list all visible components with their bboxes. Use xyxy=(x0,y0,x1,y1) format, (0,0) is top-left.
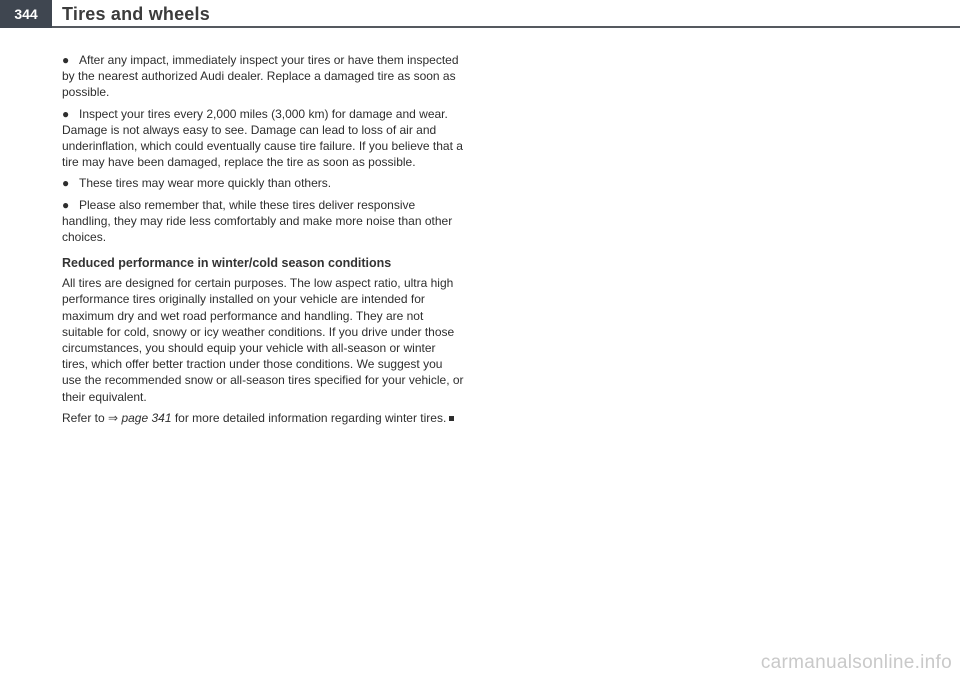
header-divider xyxy=(52,26,960,28)
page-number: 344 xyxy=(0,0,52,28)
arrow-right-icon: ⇒ xyxy=(108,410,119,425)
bullet-icon: ● xyxy=(62,176,70,191)
bullet-item xyxy=(62,197,464,246)
page-reference-link[interactable]: page 341 xyxy=(121,410,172,425)
main-content xyxy=(62,52,464,431)
bullet-text: After any impact, immediately inspect your tires or have them inspected by the nearest authorized Audi dealer. Replace a damaged tire as soon as possible. xyxy=(62,53,459,100)
section-heading: Reduced performance in winter/cold season conditions xyxy=(62,256,392,271)
watermark: carmanualsonline.info xyxy=(760,652,952,673)
page-title: Tires and wheels xyxy=(62,4,210,24)
reference-suffix: for more detailed information regarding winter tires. xyxy=(174,410,447,425)
bullet-item xyxy=(62,175,464,191)
reference-paragraph xyxy=(62,410,464,426)
bullet-text: Please also remember that, while these tires deliver responsive handling, they may ride less comfortably and make more noise than other choices. xyxy=(62,197,453,245)
bullet-text: These tires may wear more quickly than others. xyxy=(79,176,332,191)
bullet-icon: ● xyxy=(62,106,70,121)
bullet-item xyxy=(62,52,464,101)
bullet-text: Inspect your tires every 2,000 miles (3,000 km) for damage and wear. Damage is not always easy to see. Damage can lead to loss of air and underinflation, which could eventually cause tire failure. If you believe that a tire may have been damaged, replace the tire as soon as possible. xyxy=(62,106,463,170)
bullet-icon: ● xyxy=(62,53,70,67)
section-paragraph: All tires are designed for certain purposes. The low aspect ratio, ultra high performance tires originally installed on your vehicle are intended for maximum dry and wet road performance and handling. They are not suitable for cold, snowy or icy weather conditions. If you drive under those circumstances, you should equip your vehicle with all-season or winter tires, which offer better traction under those conditions. We suggest you use the recommended snow or all-season tires specified for your vehicle, or their equivalent. xyxy=(62,276,464,404)
bullet-item xyxy=(62,106,464,171)
reference-prefix: Refer to xyxy=(62,410,105,425)
end-of-section-icon xyxy=(449,416,454,421)
bullet-icon: ● xyxy=(62,197,70,212)
